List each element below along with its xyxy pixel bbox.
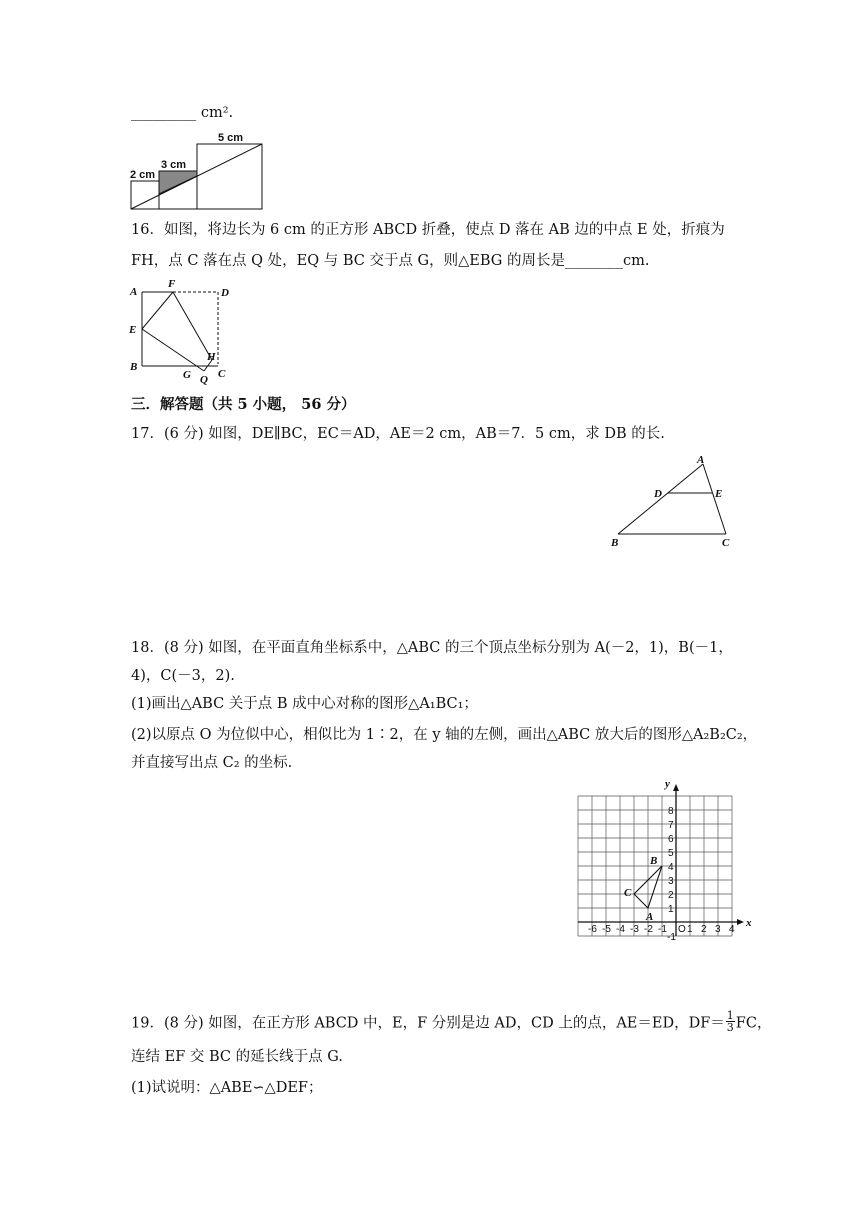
- q16-point-g: G: [183, 369, 191, 381]
- q16-fold-figure: [128, 278, 238, 388]
- q19-line3: (1)试说明：△ABE∽△DEF；: [131, 1080, 323, 1096]
- y-tick-label: 1: [668, 904, 674, 915]
- y-tick-label: 5: [668, 848, 674, 859]
- q18-line4: (2)以原点 O 为位似中心，相似比为 1∶2，在 y 轴的左侧，画出△ABC 放大后的图形△A₂B₂C₂，: [131, 727, 758, 743]
- q18-line2: 4)，C(－3，2).: [131, 668, 235, 684]
- triangle-label-b: B: [650, 855, 658, 867]
- label-3cm: 3 cm: [161, 159, 187, 171]
- x-tick-label: -4: [616, 924, 625, 935]
- x-axis-arrow: [737, 919, 744, 925]
- section3-title: 三．解答题（共 5 小题， 56 分）: [131, 396, 356, 413]
- q19-line1: [131, 1009, 772, 1035]
- q16-point-b: B: [130, 361, 138, 373]
- x-tick-label: -5: [602, 924, 611, 935]
- q17-text: 17．(6 分) 如图，DE∥BC，EC＝AD，AE＝2 cm，AB＝7．5 cm，求 DB 的长.: [131, 426, 665, 442]
- q17-point-d: D: [654, 488, 662, 500]
- x-tick-label: -3: [630, 924, 639, 935]
- x-tick-label: 1: [687, 924, 693, 935]
- q16-point-f: F: [168, 278, 176, 290]
- q19-line1-text: 19．(8 分) 如图，在正方形 ABCD 中，E，F 分别是边 AD，CD 上的点，AE＝ED，DF＝: [131, 1015, 725, 1032]
- x-tick-label: O: [678, 924, 686, 935]
- q16-line2: FH，点 C 落在点 Q 处，EQ 与 BC 交于点 G，则△EBG 的周长是________cm.: [131, 253, 650, 269]
- x-tick-label: 2: [701, 924, 707, 935]
- q15-answer-blank: _________ cm².: [131, 105, 234, 121]
- q16-point-d: D: [221, 287, 229, 299]
- q16-point-e: E: [129, 324, 137, 336]
- y-tick-label: 8: [668, 806, 674, 817]
- y-tick-label: 3: [668, 876, 674, 887]
- q16-line1: 16．如图，将边长为 6 cm 的正方形 ABCD 折叠，使点 D 落在 AB 边的中点 E 处，折痕为: [131, 222, 725, 238]
- q19-line1-tail: FC，: [735, 1015, 772, 1032]
- x-axis-label: x: [746, 917, 752, 929]
- x-tick-label: 4: [729, 924, 735, 935]
- q16-point-a: A: [130, 286, 138, 298]
- q16-point-q: Q: [200, 374, 208, 386]
- x-tick-label: -2: [644, 924, 653, 935]
- triangle-label-a: A: [646, 911, 654, 923]
- y-tick-label: 2: [668, 890, 674, 901]
- y-tick-label: -1: [667, 932, 676, 943]
- q18-line1: 18．(8 分) 如图，在平面直角坐标系中，△ABC 的三个顶点坐标分别为 A(－2，1)，B(－1，: [131, 640, 733, 656]
- triangle-label-c: C: [624, 887, 632, 899]
- q19-fraction: [726, 1010, 735, 1033]
- x-tick-label: -6: [588, 924, 597, 935]
- q19-line2: 连结 EF 交 BC 的延长线于点 G.: [131, 1049, 343, 1065]
- x-tick-label: -1: [658, 924, 667, 935]
- x-tick-label: 3: [715, 924, 721, 935]
- y-axis-label: y: [665, 778, 670, 790]
- q16-point-c: C: [218, 368, 226, 380]
- q17-triangle-figure: [606, 452, 746, 552]
- q18-line3: (1)画出△ABC 关于点 B 成中心对称的图形△A₁BC₁；: [131, 696, 478, 712]
- y-tick-label: 4: [668, 862, 674, 873]
- q17-point-e: E: [715, 488, 723, 500]
- label-2cm: 2 cm: [130, 169, 156, 181]
- q18-line5: 并直接写出点 C₂ 的坐标.: [131, 755, 293, 771]
- q17-point-c: C: [722, 537, 730, 549]
- q17-point-b: B: [611, 537, 619, 549]
- q16-point-h: H: [207, 351, 216, 363]
- q15-squares-figure: [128, 128, 268, 214]
- q17-point-a: A: [697, 454, 705, 466]
- y-tick-label: 7: [668, 820, 674, 831]
- q18-coordinate-grid: [566, 778, 752, 944]
- label-5cm: 5 cm: [218, 132, 244, 144]
- y-axis-arrow: [673, 784, 679, 791]
- q19-frac-num: 1: [726, 1009, 734, 1022]
- y-tick-label: 6: [668, 834, 674, 845]
- q19-frac-den: 3: [726, 1021, 734, 1034]
